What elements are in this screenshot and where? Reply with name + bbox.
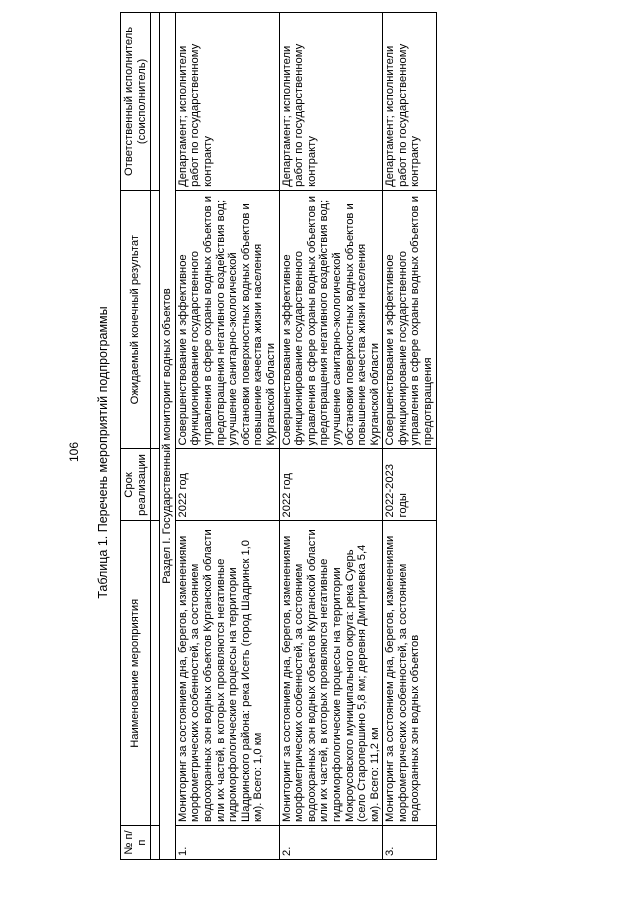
row-term: 2022 год bbox=[279, 449, 383, 521]
row-name: Мониторинг за состоянием дна, берегов, изменениями морфометрических особенностей, за состоянием водоохранных зон водных объектов Курганской области или их частей, в которых проявляются негативные гидроморфологические процессы на территории Шадринского района: река Исеть (город Шадринск 1,0 км). Всего: 1,0 км bbox=[175, 521, 279, 826]
row-responsible: Департамент; исполнители работ по государственному контракту bbox=[175, 13, 279, 191]
row-name: Мониторинг за состоянием дна, берегов, изменениями морфометрических особенностей, за состоянием водоохранных зон водных объектов bbox=[383, 521, 436, 826]
section-title: Раздел I. Государственный мониторинг водных объектов bbox=[160, 13, 176, 860]
column-header-responsible: Ответственный исполнитель (соисполнитель) bbox=[121, 13, 151, 191]
table-row bbox=[175, 13, 279, 860]
column-header-num: № п/п bbox=[121, 826, 151, 860]
table-title: Таблица 1. Перечень мероприятий подпрограммы bbox=[96, 306, 110, 599]
row-result: Совершенствование и эффективное функционирование государственного управления в сфере охраны водных объектов и предотвращения bbox=[383, 190, 436, 449]
row-result: Совершенствование и эффективное функционирование государственного управления в сфере охраны водных объектов и предотвращения негативного воздействия вод; улучшение санитарно-экологической обстановки поверхностных водных объектов и повышение качества жизни населения Курганской области bbox=[175, 190, 279, 449]
row-responsible: Департамент; исполнители работ по государственному контракту bbox=[279, 13, 383, 191]
row-responsible: Департамент; исполнители работ по государственному контракту bbox=[383, 13, 436, 191]
column-header-term: Срок реализации bbox=[121, 449, 151, 521]
column-header-result: Ожидаемый конечный результат bbox=[121, 190, 151, 449]
row-result: Совершенствование и эффективное функционирование государственного управления в сфере охраны водных объектов и предотвращения негативного воздействия вод; улучшение санитарно-экологической обстановки поверхностных водных объектов и повышение качества жизни населения Курганской области bbox=[279, 190, 383, 449]
page-number: 106 bbox=[67, 441, 81, 463]
measures-table bbox=[120, 12, 437, 860]
table-header-row bbox=[121, 13, 151, 860]
column-header-name: Наименование мероприятия bbox=[121, 521, 151, 826]
header-spacer-row bbox=[151, 13, 160, 860]
row-name: Мониторинг за состоянием дна, берегов, изменениями морфометрических особенностей, за состоянием водоохранных зон водных объектов Курганской области или их частей, в которых проявляются негативные гидроморфологические процессы на территории Мокроусовского муниципального округа: река Суерь (село Старопершино 5,8 км; деревня Дмитриевка 5,4 км). Всего: 11,2 км bbox=[279, 521, 383, 826]
section-row bbox=[160, 13, 176, 860]
row-term: 2022 год bbox=[175, 449, 279, 521]
row-num: 3. bbox=[383, 826, 436, 860]
table-row bbox=[383, 13, 436, 860]
row-num: 2. bbox=[279, 826, 383, 860]
table-row bbox=[279, 13, 383, 860]
row-num: 1. bbox=[175, 826, 279, 860]
row-term: 2022-2023 годы bbox=[383, 449, 436, 521]
